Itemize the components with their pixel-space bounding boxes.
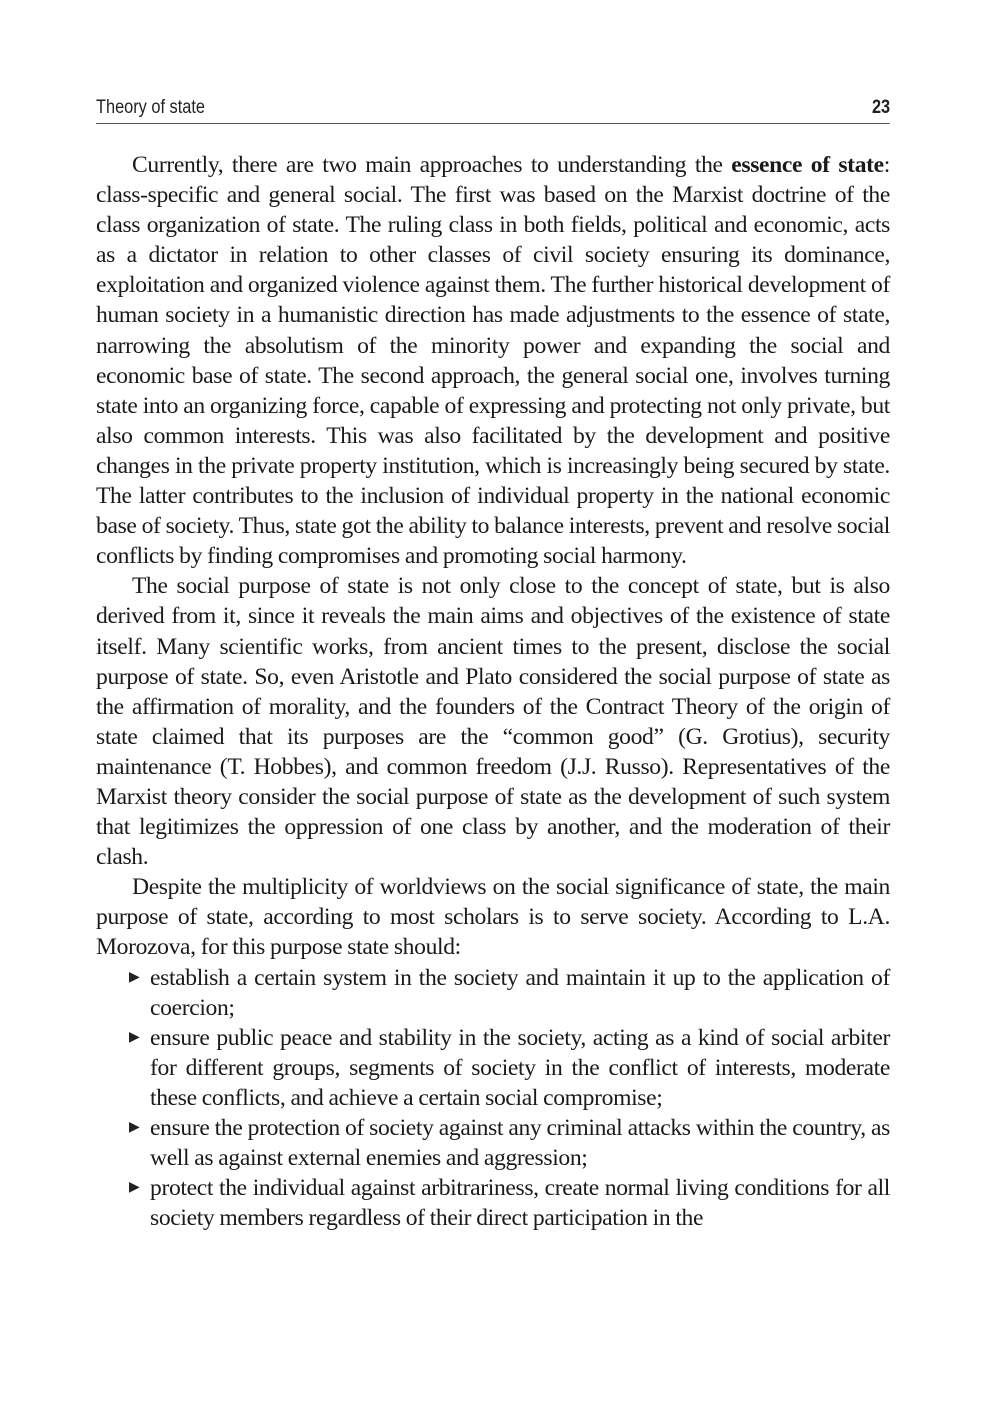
triangle-right-icon: ▶ xyxy=(129,1180,140,1196)
document-page xyxy=(96,96,890,1233)
list-item xyxy=(129,1023,890,1113)
running-header xyxy=(96,96,890,124)
body-text xyxy=(96,150,890,1233)
page-number: 23 xyxy=(871,97,891,118)
list-item-text: ensure the protection of society against any criminal attacks within the country, as well as against external enemies and aggression; xyxy=(150,1115,890,1172)
list-item xyxy=(129,963,890,1023)
triangle-right-icon: ▶ xyxy=(129,969,140,985)
triangle-right-icon: ▶ xyxy=(129,1029,140,1045)
list-item xyxy=(129,1173,890,1233)
paragraph-main-purpose: Despite the multiplicity of worldviews on the social significance of state, the main purpose of state, according to most scholars is to serve society. According to L.A. Morozova, for this purpose state should: xyxy=(96,874,890,961)
triangle-right-icon: ▶ xyxy=(129,1120,140,1135)
list-item-text: establish a certain system in the society and maintain it up to the application of coercion; xyxy=(150,964,890,1021)
list-item-text: protect the individual against arbitrariness, create normal living conditions for all society members regardless of their direct participation in the xyxy=(150,1175,890,1232)
paragraph-text: : class-specific and general social. The first was based on the Marxist doctrine of the class organization of state. The ruling class in both fields, political and economic, acts as a dictator in relation to other classes of civil society ensuring its dominance, exploitation and organized violence against them. The further historical development of human society in a humanistic direction has made adjustments to the essence of state, narrowing the absolutism of the minority power and expanding the social and economic base of state. The second approach, the general social one, involves turning state into an organizing force, capable of expressing and protecting not only private, but also common interests. This was also facilitated by the development and positive changes in the private property institution, which is increasingly being secured by state. The latter contributes to the inclusion of individual property in the national economic base of society. Thus, state got the ability to balance interests, prevent and resolve social conflicts by finding compromises and promoting social harmony. xyxy=(96,152,890,570)
list-item xyxy=(129,1113,890,1173)
running-title: Theory of state xyxy=(96,97,205,118)
list-item-text: ensure public peace and stability in the society, acting as a kind of social arbiter for different groups, segments of society in the conflict of interests, moderate these conflicts, and achieve a certain social compromise; xyxy=(150,1024,890,1111)
paragraph-lead: Currently, there are two main approaches to understanding the xyxy=(132,152,732,178)
bold-term: essence of state xyxy=(731,152,884,178)
paragraph-social-purpose: The social purpose of state is not only close to the concept of state, but is also derived from it, since it reveals the main aims and objectives of the existence of state itself. Many scientific works, from ancient times to the present, disclose the social purpose of state. So, even Aristotle and Plato considered the social purpose of state as the affirmation of morality, and the founders of the Contract Theory of the origin of state claimed that its purposes are the “common good” (G. Grotius), security maintenance (T. Hobbes), and common freedom (J.J. Russo). Representatives of the Marxist theory consider the social purpose of state as the development of such system that legitimizes the oppression of one class by another, and the moderation of their clash. xyxy=(96,573,890,871)
bullet-list xyxy=(96,963,890,1234)
paragraph-essence-of-state xyxy=(96,150,890,571)
